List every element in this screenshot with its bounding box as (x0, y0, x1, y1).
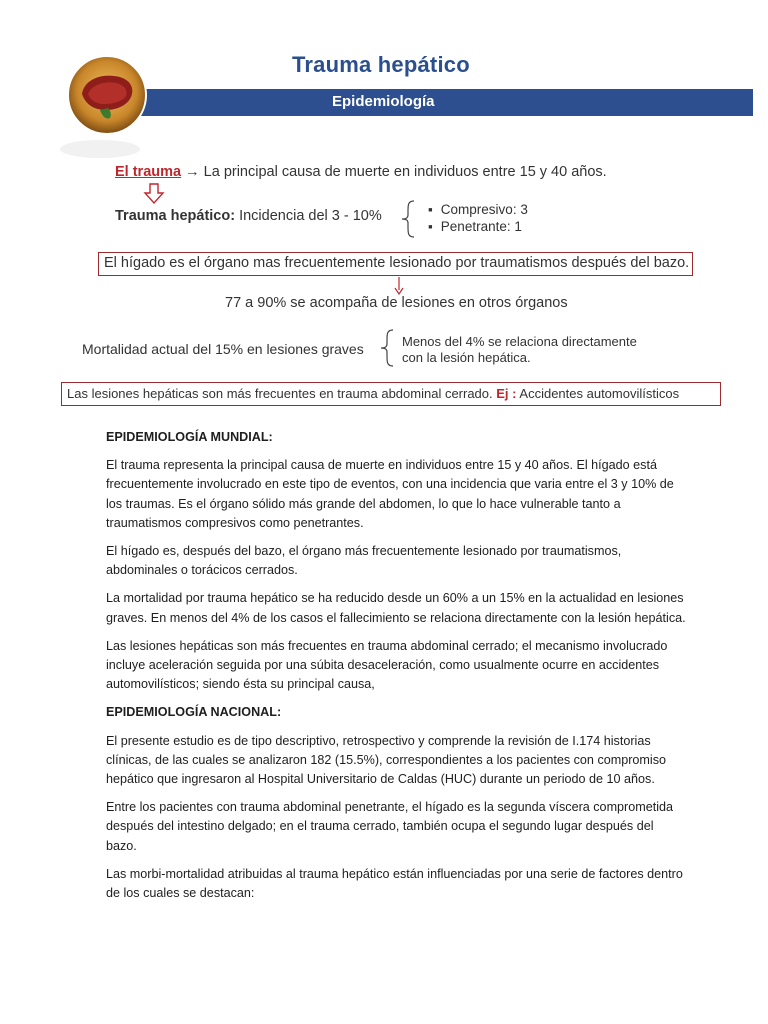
list-item: ▪ Penetrante: 1 (428, 218, 528, 235)
brace-icon (398, 199, 418, 239)
highlight-box-text (67, 386, 679, 401)
associated-lesions-text: 77 a 90% se acompaña de lesiones en otros órganos (225, 295, 568, 311)
highlight-box-text: El hígado es el órgano mas frecuentemente lesionado por traumatismos después del bazo. (104, 255, 690, 271)
paragraph: Las lesiones hepáticas son más frecuentes en trauma abdominal cerrado; el mecanismo involucrado incluye aceleración seguida por una súbita desaceleración, como usualmente ocurre en accidentes automovilísticos; siendo ésta su principal causa, (106, 638, 668, 692)
liver-logo-icon (66, 54, 148, 136)
trauma-label: El trauma (115, 164, 182, 180)
paragraph: El presente estudio es de tipo descriptivo, retrospectivo y comprende la revisión de I.174 historias clínicas, de las cuales se analizaron 182 (15.5%), correspondientes a los pacientes con compromiso hepático que ingresaron al Hospital Universitario de Caldas (HUC) durante un periodo de 10 años. (106, 733, 667, 787)
hepatic-label: Trauma hepático: (115, 208, 236, 224)
small-down-arrow-icon (394, 277, 404, 295)
paragraph: Las morbi-mortalidad atribuidas al trauma hepático están influenciadas por una serie de factores dentro de los cuales se destacan: (106, 866, 683, 901)
paragraph: El trauma representa la principal causa de muerte en individuos entre 15 y 40 años. El hígado está frecuentemente involucrado en este tipo de eventos, con una incidencia que varia entre el 3 y 10% de los traumas. Es el órgano sólido más grande del abdomen, lo que lo hace vulnerable tanto a traumatismos compresivos como penetrantes. (106, 458, 674, 530)
box2-statement: Las lesiones hepáticas son más frecuentes en trauma abdominal cerrado. (67, 386, 493, 401)
heading-world: EPIDEMIOLOGÍA MUNDIAL: (106, 430, 273, 444)
scan-smudge (60, 140, 140, 158)
right-arrow-icon: → (185, 164, 200, 180)
paragraph: El hígado es, después del bazo, el órgano más frecuentemente lesionado por traumatismos, abdominales o torácicos cerrados. (106, 544, 622, 578)
example-label: Ej : (496, 386, 517, 401)
paragraph: La mortalidad por trauma hepático se ha reducido desde un 60% a un 15% en la actualidad en lesiones graves. En menos del 4% de los casos el fallecimiento se relaciona directamente con la lesión hepática. (106, 591, 686, 625)
example-text: Accidentes automovilísticos (519, 386, 680, 401)
brace-icon (378, 328, 396, 368)
trauma-text: La principal causa de muerte en individuos entre 15 y 40 años. (203, 164, 607, 180)
page-title: Trauma hepático (292, 52, 470, 77)
body-text (106, 428, 686, 912)
list-item: ▪ Compresivo: 3 (428, 201, 528, 218)
section-title: Epidemiología (332, 93, 435, 110)
mortality-note-line: con la lesión hepática. (402, 350, 531, 365)
mortality-note-line: Menos del 4% se relaciona directamente (402, 334, 637, 349)
paragraph: Entre los pacientes con trauma abdominal penetrante, el hígado es la segunda víscera comprometida después del intestino delgado; en el trauma cerrado, también ocupa el segundo lugar después del bazo. (106, 800, 674, 853)
mechanism-list (428, 201, 528, 235)
mortality-text: Mortalidad actual del 15% en lesiones graves (82, 341, 364, 357)
heading-national: EPIDEMIOLOGÍA NACIONAL: (106, 705, 282, 720)
trauma-line (115, 164, 607, 180)
down-arrow-icon (143, 183, 165, 205)
hepatic-incidence: Incidencia del 3 - 10% (239, 208, 382, 224)
hepatic-line (115, 208, 382, 224)
mortality-note (402, 334, 637, 366)
